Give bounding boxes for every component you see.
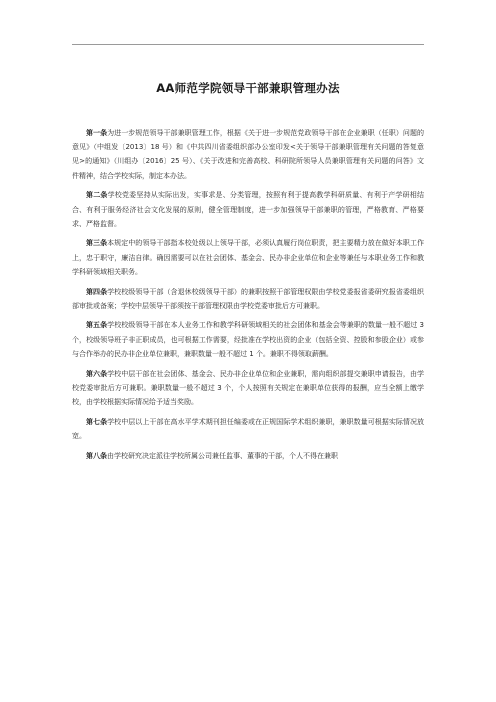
article-number: 第二条 (86, 191, 108, 200)
article-text: 学校校级领导干部（含退休校级领导干部）的兼职按照干部管理权限由学校党委报省委研究报省委组织部审批或备案；学校中层领导干部须按干部管理权限由学校党委审批后方可兼职。 (72, 287, 425, 310)
article-text: 学校校级领导干部在本人业务工作和教学科研领域相关的社会团体和基金会等兼职的数量一般不超过 3 个，校级领导班子非正职成员，也可根据工作需要，经批准在学校出资的企业（包括全资、控股和参股企业）或参与合作举办的民办非企业单位兼职，兼职数量一般不超过 1 个。兼职不得领取薪酬。 (72, 321, 425, 358)
article-text: 本规定中的领导干部指本校处级以上领导干部，必须认真履行岗位职责，把主要精力放在做好本职工作上，忠于职守，廉洁自律。确因需要可以在社会团体、基金会、民办非企业单位和企业等兼任与本职业务工作和教学科研领域相关职务。 (72, 239, 425, 276)
article-number: 第五条 (86, 321, 108, 330)
article-8 (72, 449, 424, 463)
article-number: 第七条 (86, 417, 108, 426)
article-7 (72, 415, 424, 443)
article-text: 学校中层干部在社会团体、基金会、民办非企业单位和企业兼职，需向组织部提交兼职申请报告，由学校党委审批后方可兼职。兼职数量一般不超过 3 个，个人按照有关规定在兼职单位获得的报酬，应当全额上缴学校，由学校根据实际情况给予适当奖励。 (72, 369, 425, 406)
document-body (72, 126, 424, 468)
header-rule (72, 44, 424, 45)
article-number: 第四条 (86, 287, 108, 296)
article-text: 为进一步规范领导干部兼职管理工作，根据《关于进一步规范党政领导干部在企业兼职（任职）问题的意见》（中组发〔2013〕18 号）和《中共四川省委组织部办公室印发<关于领导干部兼职管理有关问题的答复意见>的通知》（川组办〔2016〕25 号）、《关于改进和完善高校、科研院所领导人员兼职管理有关问题的问答》文件精神，结合学校实际，制定本办法。 (72, 129, 425, 180)
article-number: 第六条 (86, 369, 108, 378)
article-6 (72, 367, 424, 410)
article-1 (72, 126, 424, 183)
article-number: 第八条 (86, 451, 107, 460)
article-number: 第三条 (86, 239, 108, 248)
article-number: 第一条 (86, 129, 108, 137)
document-title: AA师范学院领导干部兼职管理办法 (156, 81, 340, 95)
article-5 (72, 318, 424, 361)
article-3 (72, 236, 424, 279)
article-2 (72, 188, 424, 231)
article-text: 学校中层以上干部在高水平学术期刊担任编委或在正规国际学术组织兼职，兼职数量可根据实际情况放宽。 (72, 417, 425, 440)
article-4 (72, 285, 424, 313)
article-text: 学校党委坚持从实际出发，实事求是、分类管理，按照有利于提高教学科研质量、有利于产学研相结合、有利于服务经济社会文化发展的原则，健全管理制度，进一步加强领导干部兼职的管理，严格教育、严格要求、严格监督。 (72, 191, 425, 228)
article-text: 由学校研究决定派往学校所属公司兼任监事、董事的干部，个人不得在兼职 (107, 451, 338, 460)
